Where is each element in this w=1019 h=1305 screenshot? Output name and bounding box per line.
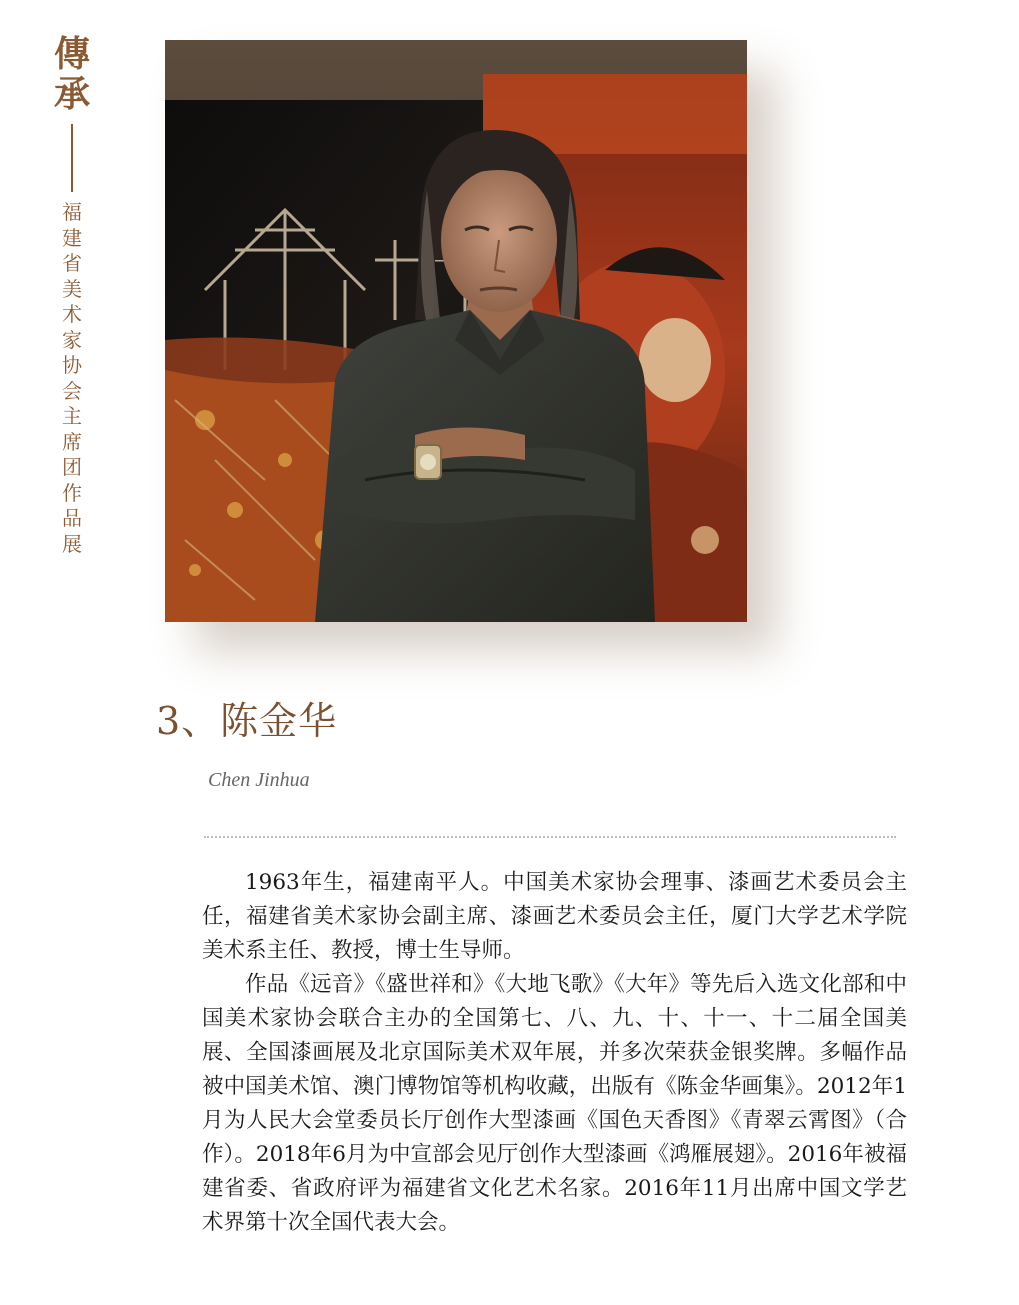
bio-paragraph: 作品《远音》《盛世祥和》《大地飞歌》《大年》等先后入选文化部和中国美术家协会联合主办的全国第七、八、九、十、十一、十二届全国美展、全国漆画展及北京国际美术双年展，并多次荣获金银奖牌。多幅作品被中国美术馆、澳门博物馆等机构收藏，出版有《陈金华画集》。2012年1月为人民大会堂委员长厅创作大型漆画《国色天香图》《青翠云霄图》（合作）。2018年6月为中宣部会见厅创作大型漆画《鸿雁展翅》。2016年被福建省委、省政府评为福建省文化艺术名家。2016年11月出席中国文学艺术界第十次全国代表大会。 <box>202 972 907 1235</box>
side-banner <box>40 34 104 557</box>
title-char: 展 <box>62 531 82 556</box>
title-char: 品 <box>62 506 82 530</box>
title-char: 建 <box>62 225 82 250</box>
title-char: 会 <box>62 378 82 403</box>
artist-portrait-photo <box>165 40 747 622</box>
portrait-illustration <box>165 40 747 622</box>
title-char: 协 <box>62 353 82 377</box>
bio-paragraph: 1963年生，福建南平人。中国美术家协会理事、漆画艺术委员会主任，福建省美术家协会副主席、漆画艺术委员会主任，厦门大学艺术学院美术系主任、教授，博士生导师。 <box>202 870 907 963</box>
artist-biography <box>202 866 907 1240</box>
artist-heading: 3、陈金华 <box>156 699 338 743</box>
title-char: 家 <box>62 327 82 352</box>
artist-latin-name: Chen Jinhua <box>208 769 310 791</box>
brand-char-1: 傳 <box>53 33 90 75</box>
title-char: 术 <box>62 302 82 326</box>
brand-char-2: 承 <box>53 73 90 115</box>
exhibition-title-vertical <box>62 200 82 557</box>
title-char: 省 <box>62 251 82 275</box>
title-char: 团 <box>62 455 82 479</box>
banner-divider <box>71 124 73 192</box>
title-char: 美 <box>62 276 82 301</box>
title-char: 席 <box>62 429 82 454</box>
title-char: 福 <box>62 200 82 224</box>
title-char: 作 <box>62 480 82 505</box>
dotted-divider <box>204 836 896 838</box>
title-char: 主 <box>62 404 82 428</box>
